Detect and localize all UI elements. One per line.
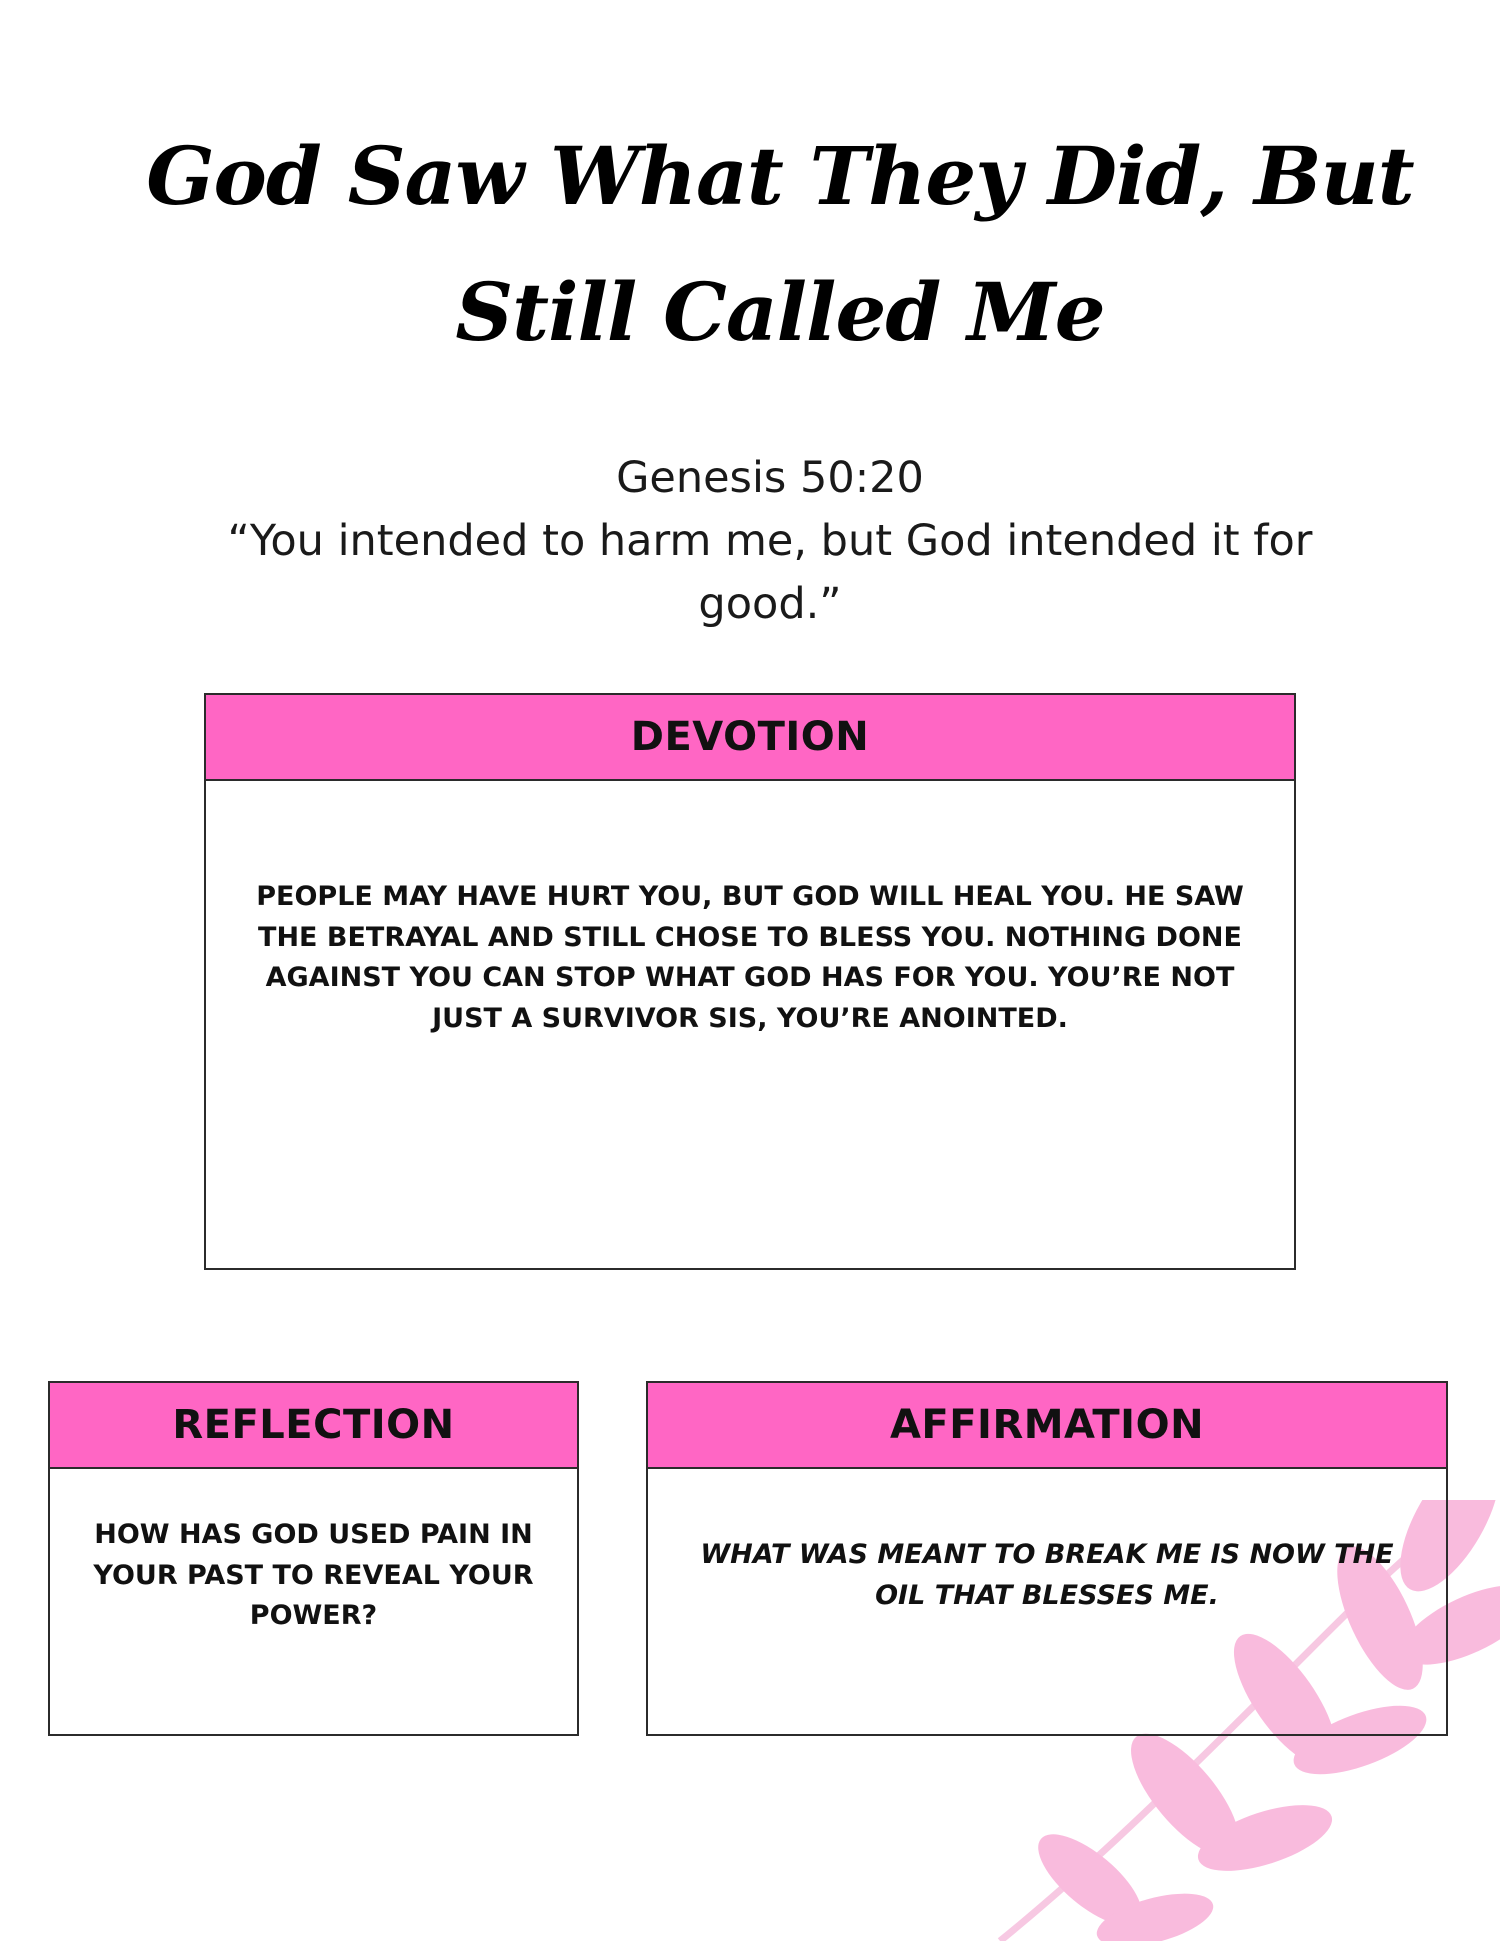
reflection-card [48,1381,579,1736]
verse-text-line-1: “You intended to harm me, but God intended it for [227,516,1313,566]
page-title: God Saw What They Did, But Still Called Me [146,129,1414,359]
devotion-body [206,781,1294,1039]
affirmation-body [648,1469,1446,1616]
verse-reference: Genesis 50:20 [616,453,924,503]
affirmation-heading: AFFIRMATION [648,1383,1446,1469]
devotion-card [204,693,1296,1270]
affirmation-card [646,1381,1448,1736]
devotion-heading: DEVOTION [206,695,1294,781]
verse-text-line-2: good.” [698,579,842,629]
reflection-heading: REFLECTION [50,1383,577,1469]
reflection-question: HOW HAS GOD USED PAIN IN YOUR PAST TO REVEAL YOUR POWER? [93,1519,534,1631]
reflection-body [50,1469,577,1637]
affirmation-text: WHAT WAS MEANT TO BREAK ME IS NOW THE OIL THAT BLESSES ME. [700,1539,1394,1611]
scripture-verse [200,447,1340,636]
devotion-text: PEOPLE MAY HAVE HURT YOU, BUT GOD WILL HEAL YOU. HE SAW THE BETRAYAL AND STILL CHOSE TO BLESS YOU. NOTHING DONE AGAINST YOU CAN STOP WHAT GOD HAS FOR YOU. YOU’RE NOT JUST A SURVIVOR SIS, YOU’RE ANOINTED. [256,881,1244,1034]
